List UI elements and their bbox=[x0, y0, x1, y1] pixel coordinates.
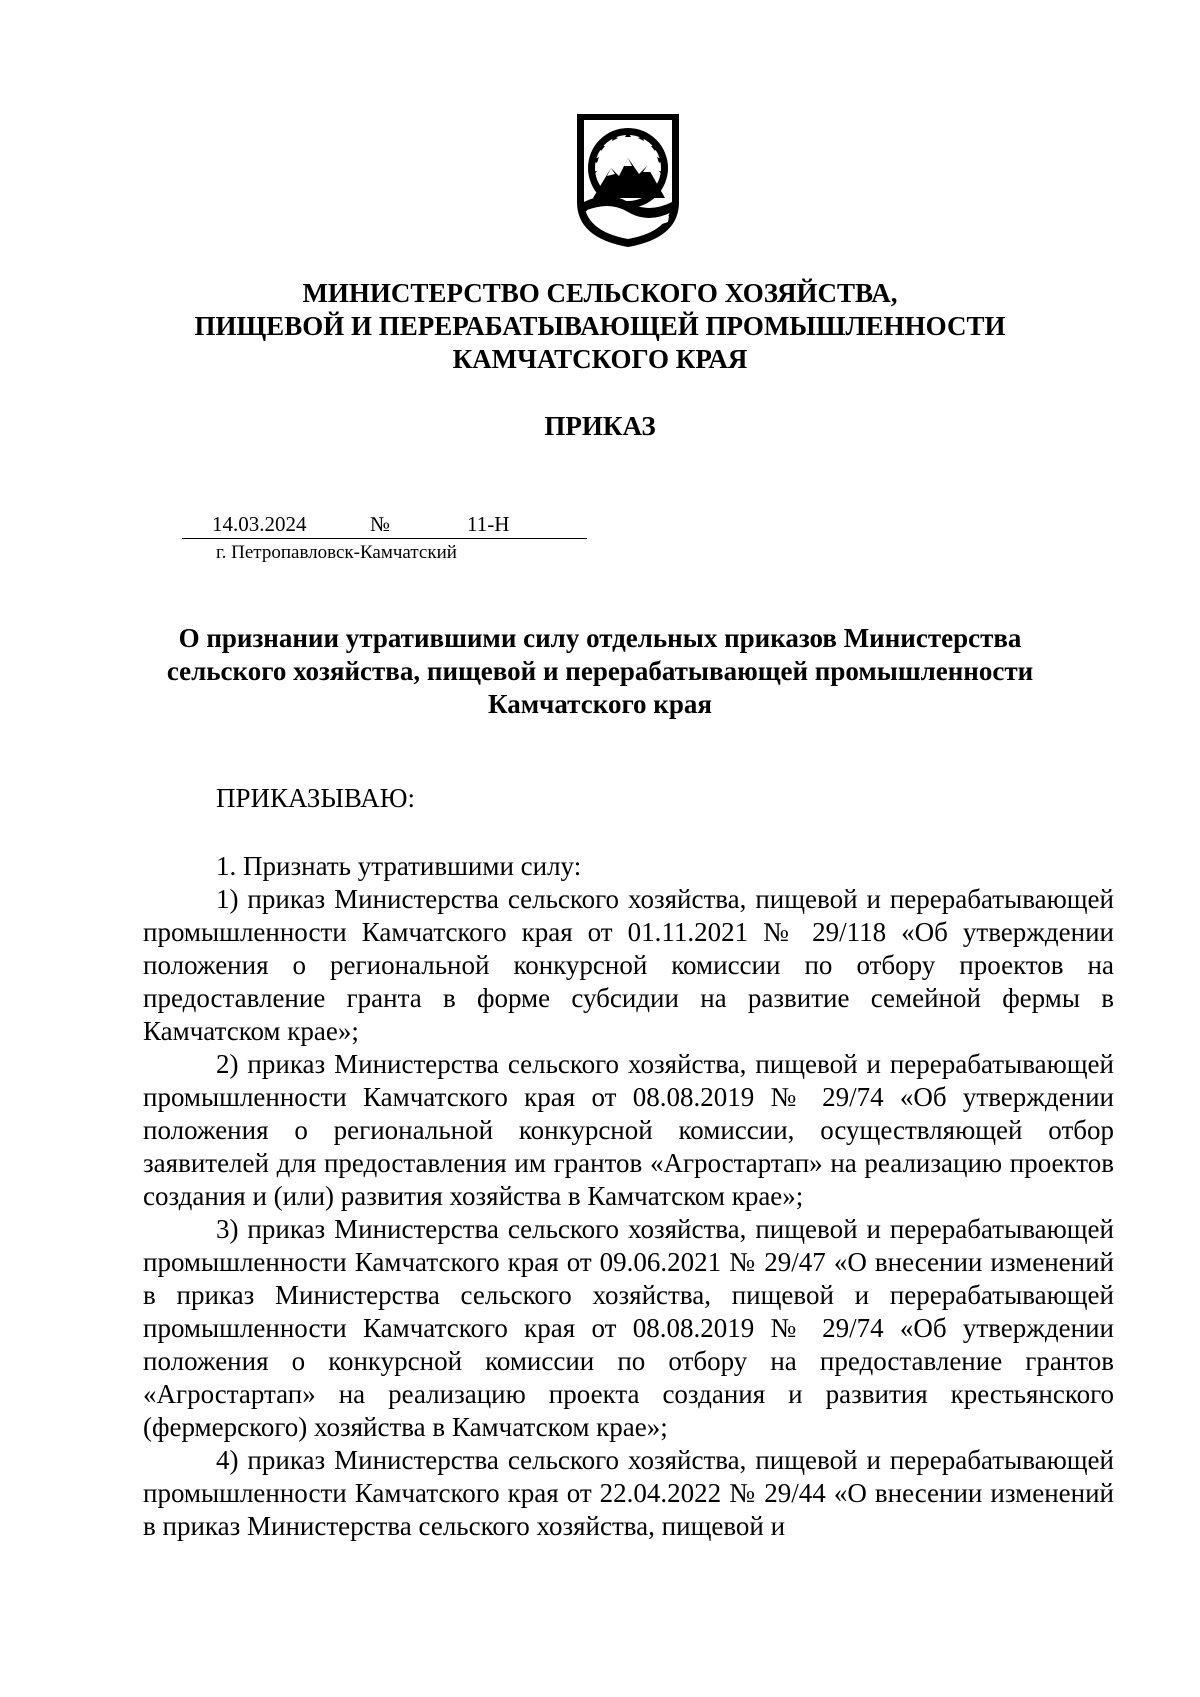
paragraph-2: 1) приказ Министерства сельского хозяйства, пищевой и перерабатывающей промышленности Камчатского края от 01.11.2021 № 29/118 «Об утверждении положения о региональной конкурсной комиссии по отбору проектов на предоставление гранта в форме субсидии на развитие семейной фермы в Камчатском крае»; bbox=[143, 884, 1114, 1046]
document-date: 14.03.2024 bbox=[212, 512, 307, 536]
title-line-1: О признании утратившими силу отдельных приказов Министерства bbox=[178, 623, 1022, 653]
document-number: 11-Н bbox=[467, 512, 510, 536]
title-line-2: сельского хозяйства, пищевой и перерабатывающей промышленности bbox=[166, 656, 1034, 686]
city: г. Петропавловск-Камчатский bbox=[216, 542, 457, 563]
document-type: ПРИКАЗ bbox=[544, 411, 656, 441]
order-directive: ПРИКАЗЫВАЮ: bbox=[216, 783, 415, 813]
paragraph-1: 1. Признать утратившими силу: bbox=[216, 851, 582, 881]
kamchatka-coat-of-arms-icon bbox=[573, 110, 683, 250]
paragraph-5: 4) приказ Министерства сельского хозяйства, пищевой и перерабатывающей промышленности Камчатского края от 22.04.2022 № 29/44 «О внесении изменений в приказ Министерства сельского хозяйства, пищевой и bbox=[143, 1445, 1114, 1541]
org-line-3: КАМЧАТСКОГО КРАЯ bbox=[452, 344, 748, 374]
title-line-3: Камчатского края bbox=[488, 689, 712, 719]
paragraph-4: 3) приказ Министерства сельского хозяйства, пищевой и перерабатывающей промышленности Камчатского края от 09.06.2021 № 29/47 «О внесении изменений в приказ Министерства сельского хозяйства, пищевой и перерабатывающей промышленности Камчатского края от 08.08.2019 № 29/74 «Об утверждении положения о конкурсной комиссии по отбору на предоставление грантов «Агростартап» на реализацию проекта создания и развития крестьянского (фермерского) хозяйства в Камчатском крае»; bbox=[143, 1214, 1114, 1442]
org-line-2: ПИЩЕВОЙ И ПЕРЕРАБАТЫВАЮЩЕЙ ПРОМЫШЛЕННОСТИ bbox=[194, 311, 1006, 341]
document-title bbox=[0, 622, 1200, 721]
org-line-1: МИНИСТЕРСТВО СЕЛЬСКОГО ХОЗЯЙСТВА, bbox=[302, 278, 898, 308]
document-body bbox=[143, 850, 1114, 1543]
number-sign: № bbox=[370, 512, 391, 536]
organization-name bbox=[0, 277, 1200, 376]
date-number-line bbox=[182, 510, 587, 539]
paragraph-3: 2) приказ Министерства сельского хозяйства, пищевой и перерабатывающей промышленности Камчатского края от 08.08.2019 № 29/74 «Об утверждении положения о региональной конкурсной комиссии, осуществляющей отбор заявителей для предоставления им грантов «Агростартап» на реализацию проектов создания и (или) развития хозяйства в Камчатском крае»; bbox=[143, 1049, 1114, 1211]
